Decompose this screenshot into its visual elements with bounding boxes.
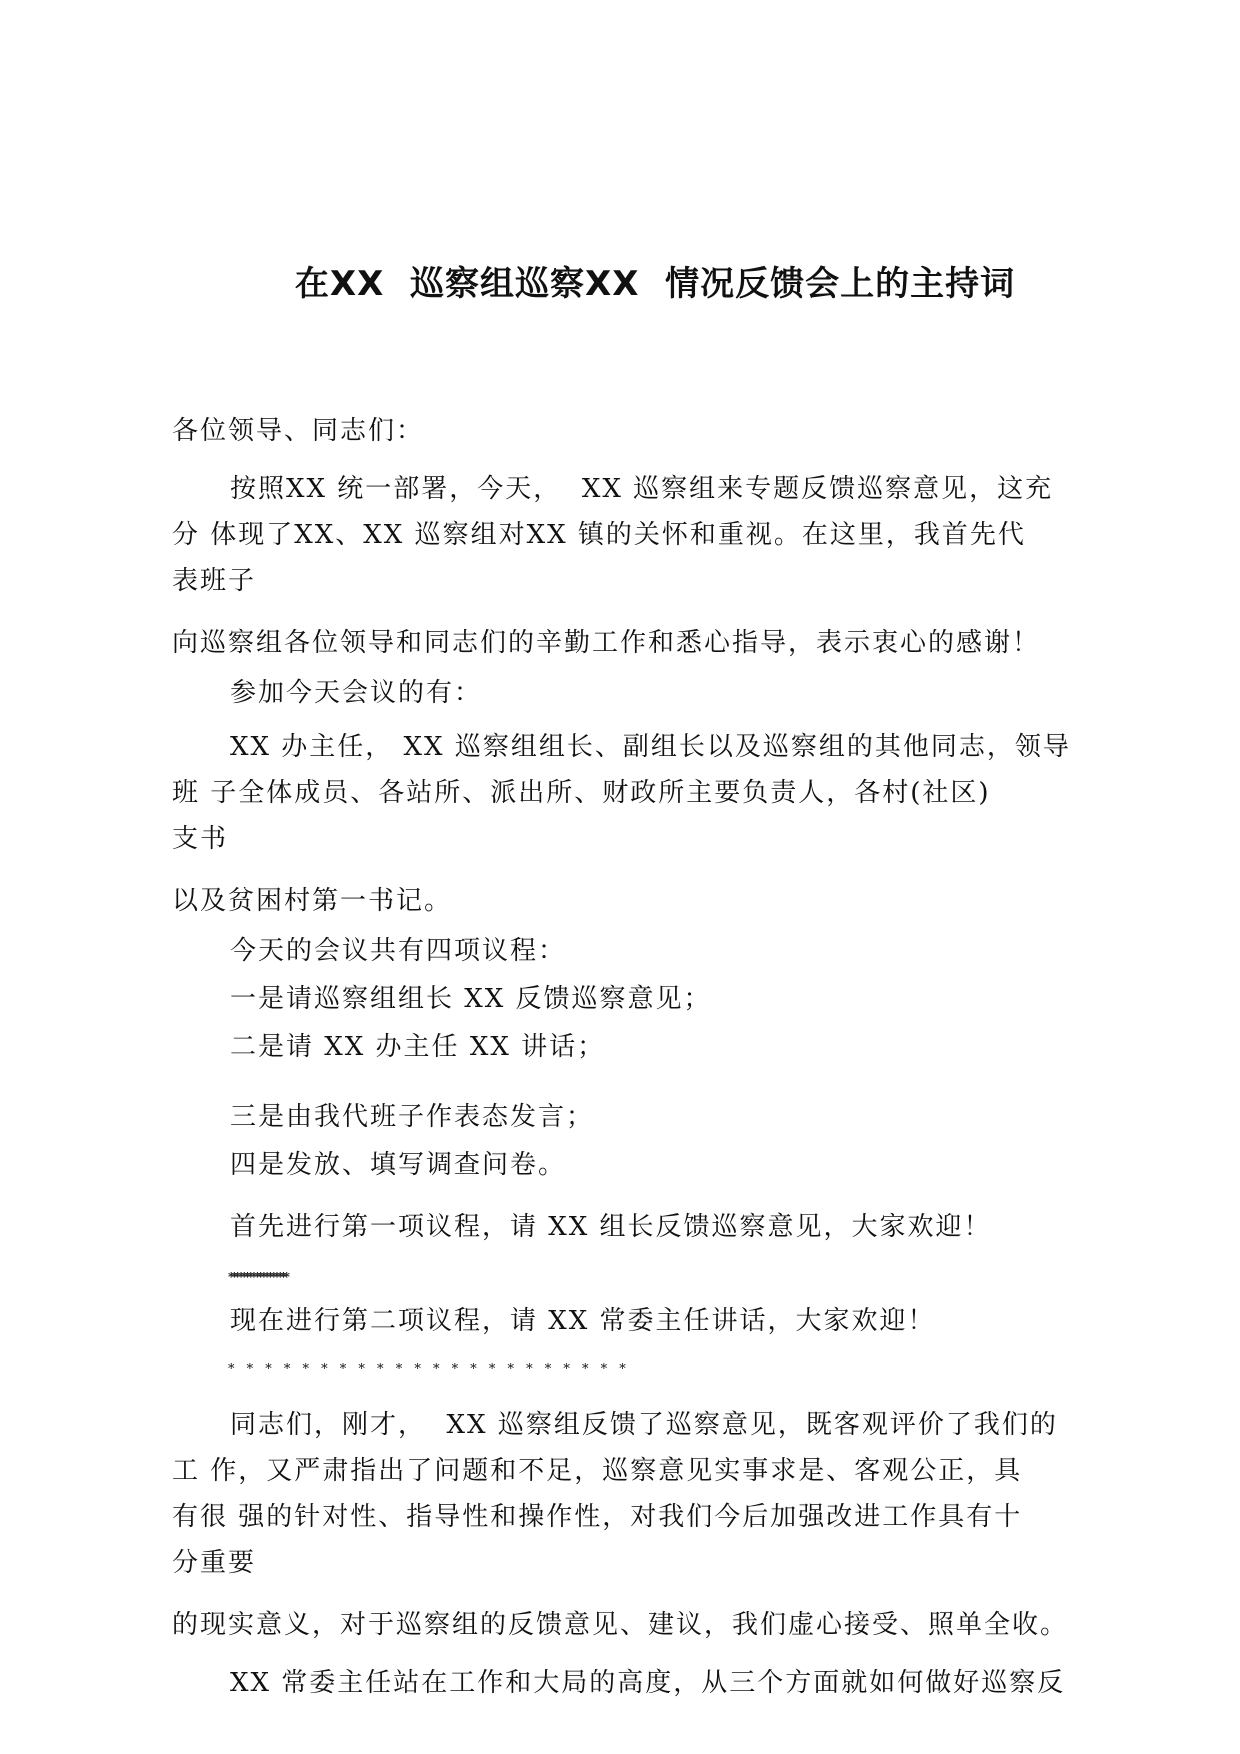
agenda-item: 一是请巡察组组长 XX 反馈巡察意见；	[230, 984, 712, 1014]
paragraph-line: 有很 强的针对性、指导性和操作性，对我们今后加强改进工作具有十	[172, 1502, 1023, 1532]
paragraph-line: XX 办主任， XX 巡察组组长、副组长以及巡察组的其他同志，领导	[230, 732, 1071, 762]
separator-sparse: * * * * * * * * * * * * * * * * * * * * * *	[228, 1362, 630, 1377]
salutation: 各位领导、同志们：	[172, 416, 425, 446]
paragraph-line: 支书	[172, 824, 229, 854]
document-title: 在XX 巡察组巡察XX 情况反馈会上的主持词	[294, 264, 1016, 304]
paragraph-line: 向巡察组各位领导和同志们的辛勤工作和悉心指导，表示衷心的感谢！	[172, 628, 1041, 658]
paragraph-line: 同志们，刚才， XX 巡察组反馈了巡察意见，既客观评价了我们的	[230, 1410, 1058, 1440]
agenda-item: 四是发放、填写调查问卷。	[230, 1150, 567, 1180]
paragraph-line: 分重要	[172, 1548, 257, 1578]
paragraph-line: 表班子	[172, 566, 257, 596]
paragraph-line: 班 子全体成员、各站所、派出所、财政所主要负责人，各村(社区)	[172, 778, 991, 808]
separator-dense: ******************	[228, 1270, 287, 1284]
paragraph-line: 工 作，又严肃指出了问题和不足，巡察意见实事求是、客观公正，具	[172, 1456, 1023, 1486]
paragraph-line: XX 常委主任站在工作和大局的高度，从三个方面就如何做好巡察反	[230, 1668, 1066, 1698]
agenda-item: 二是请 XX 办主任 XX 讲话；	[230, 1032, 606, 1062]
agenda-item: 三是由我代班子作表态发言；	[230, 1102, 595, 1132]
paragraph-line: 参加今天会议的有：	[230, 678, 483, 708]
agenda-intro: 今天的会议共有四项议程：	[230, 936, 567, 966]
paragraph-line: 按照XX 统一部署，今天， XX 巡察组来专题反馈巡察意见，这充	[230, 474, 1054, 504]
paragraph-line: 现在进行第二项议程，请 XX 常委主任讲话，大家欢迎！	[230, 1306, 936, 1336]
paragraph-line: 的现实意义，对于巡察组的反馈意见、建议，我们虚心接受、照单全收。	[172, 1610, 1069, 1640]
paragraph-line: 分 体现了XX、XX 巡察组对XX 镇的关怀和重视。在这里，我首先代	[172, 520, 1026, 550]
paragraph-line: 以及贫困村第一书记。	[172, 886, 453, 916]
paragraph-line: 首先进行第一项议程，请 XX 组长反馈巡察意见，大家欢迎！	[230, 1212, 992, 1242]
